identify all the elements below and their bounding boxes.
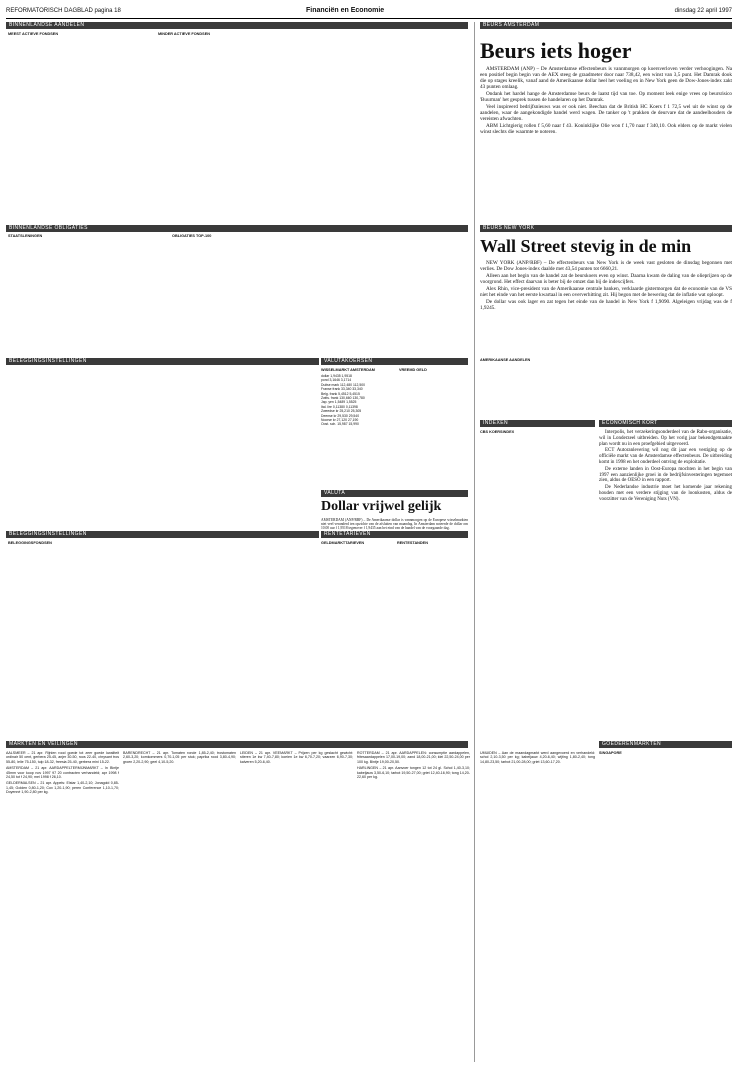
- article-wallstreet-p2: Alleen aan het begin van de handel zat de beurskoers even op winst. Daarna kwam de daling van de olieprijzen op de voorgrond. Het effect daarvan is beter bij de omzet dan bij de indexcijfers.: [480, 273, 732, 285]
- section-bar-binnenlandse-aandelen: BINNENLANDSE AANDELEN: [6, 22, 468, 29]
- markten-column-5: [480, 751, 595, 1062]
- article-dollar-top: [321, 518, 468, 531]
- section-bar-valuta: VALUTA: [321, 490, 468, 497]
- article-dollar-p1: AMSTERDAM (ANP/RBF) – De Amerikaanse dollar is vannmorgen op de Europese wisselmarkten niet veel veranderd ten opzichte van de afsluiten van maandag. In Amsterdam noteerde de dollar om 10.00 uur f 1,9518 tegenover f 1,9435 aan het eind van de handel van de voorgaande dag.: [321, 518, 468, 531]
- article-economisch-kort: [599, 430, 732, 738]
- section-bar-beurs-amsterdam: BEURS AMSTERDAM: [480, 22, 732, 29]
- article-wallstreet-p1: NEW YORK (ANP/RBF) – De effectenbeurs van New York is de week vast gesloten de dinsdag begonnen met verlies. De Dow Jones-index daalde met 43,54 punten tot 6660,21.: [480, 260, 732, 272]
- economisch-p1: Interpolis, het verzekeringsonderdeel van de Rabo-organisatie, wil in Londerzeel uitbreiden. Op het vorig jaar bekendgemaakte plan wordt nu in een proefgebied uitgevoerd.: [599, 430, 732, 447]
- section-bar-markten-en-veilingen: MARKTEN EN VEILINGEN: [6, 741, 468, 748]
- page-header: [6, 6, 732, 18]
- article-wallstreet: [480, 260, 732, 352]
- valuta-row: Duitse mark 112,480 112,500: [321, 382, 365, 387]
- valuta-row: Deense kr 29,530 29,540: [321, 413, 360, 418]
- amerikaanse-aandelen-table: [480, 358, 732, 416]
- meest-actieve-header: MEEST ACTIEVE FONDSEN: [8, 32, 59, 36]
- valuta-row: Belg. frank 5,4512 5,4515: [321, 391, 360, 396]
- article-beurs: [480, 66, 732, 218]
- valuta-row: Ital. lire 0,11380 0,11398: [321, 404, 358, 409]
- markten-p4: BARENDRECHT – 21 apr. Tomaten ronde 1,85-2,40; trostomaten 2,60-3,20; komkommers 0,70-1,05 per stuk; paprika rood 3,80-4,90; groen 2,20-2,90; geel 4,10-5,20.: [123, 751, 236, 764]
- section-bar-beurs-new-york: BEURS NEW YORK: [480, 225, 732, 232]
- header-center: Financiën en Economie: [306, 7, 385, 14]
- markten-column-1: [6, 751, 119, 1062]
- wisselmarkt-header: WISSELMARKT AMSTERDAM: [321, 368, 375, 372]
- valuta-column-1: [321, 374, 395, 427]
- section-bar-beleggingsinstellingen: BELEGGINGSINSTELLINGEN: [6, 358, 319, 365]
- valuta-row: dollar 1,9435 1,9518: [321, 374, 352, 378]
- economisch-p4: De Nederlandse industrie moet het komende jaar rekening houden met een verdere stijging van de loonkosten, aldus de voorzitter van de Vereniging Nuts (VN).: [599, 485, 732, 502]
- markten-p2: AMSTERDAM – 21 apr. AARDAPPELTERMIJNMARKT – In Bintje 45mm voor koop nov 1997 97 20 contracten verhandeld; apr 1998 f 24,50 tot f 24,90; mei 1998 f 26,10.: [6, 766, 119, 780]
- obligaties-table: [6, 234, 468, 354]
- markten-p5: ROTTERDAM – 21 apr. AARDAPPELEN: consumptie aardappelen, fritesaardappelen 17,00-19,00; zand 18,00-21,00; klei 22,50-24,00 per 100 kg. Bintje 19,00-20,50.: [357, 751, 470, 764]
- vreemd-geld-header: VREEMD GELD: [399, 368, 427, 372]
- section-bar-binnenlandse-obligaties: BINNENLANDSE OBLIGATIES: [6, 225, 468, 232]
- valuta-row: Zwits. frank 130,660 130,780: [321, 396, 365, 401]
- markten-p1: AALSMEER – 21 apr. Rijnlen rood goede tot zeer goede kwaliteit ordinair 50 cent, gerbera 25-45, anjer 30-50, roos 22-40, chrysant tros 55-80, lelie 75-150, tulp 18-32, freesia 25-40, gerbera mini 15-22.: [6, 751, 119, 764]
- beleggingsfondsen-header: BELEGGINGSFONDSEN: [8, 541, 52, 545]
- header-right: dinsdag 22 april 1997: [674, 8, 732, 14]
- newspaper-page: [6, 6, 732, 1062]
- markten-column-2: [123, 751, 236, 1062]
- beleggings-table: [6, 368, 319, 528]
- markten-p7: LEIDEN – 21 apr. VEEMARKT – Prijzen per kg geslacht gewicht: stieren 1e kw 7,40-7,80; koeien 1e kw 6,70-7,20; vaarzen 6,90-7,30; kalveren 5,20-6,40.: [240, 751, 353, 764]
- markten-p3: GELDERMALSEN – 21 apr. Appels: Elstar 1,40-2,10; Jonagold 0,85-1,45; Golden 0,80-1,20; Cox 1,20-1,90; peren Conference 1,10-1,70; Doyenné 1,90-2,80 per kg.: [6, 781, 119, 795]
- valuta-row: Franse frank 33,340 33,340: [321, 387, 363, 392]
- header-rule: [6, 18, 732, 19]
- article-beurs-p4: ABM Lichtgierig rollen f 5,60 naar f 43. Koninklijke Olie won f 1,70 naar f 340,10. Ook elders op de markt vielen winst slechts die waarmte te noteren.: [480, 123, 732, 135]
- article-beurs-p1: AMSTERDAM (ANP) – De Amsterdamse effectenbeurs is vannmorgen op koersverloven verder verhoogingen. Na een positief begin begin van de AEX steeg de graadmeter door naar 738,42, een winst van 3,5 punt. Het Damrak dook die op stages kreelik, vanaf aand de Amerikaanse dollar heel het voeling en in New York geen de Dow-Jones-index zakt 43 punten omlaag.: [480, 66, 732, 90]
- obligaties-top-header: OBLIGATIES TOP-100: [172, 234, 212, 238]
- markten-column-4: [357, 751, 470, 1062]
- rentestanden-header: RENTESTANDEN: [397, 541, 428, 545]
- valuta-row: Jap. yen 1,5489 1,5525: [321, 400, 357, 405]
- article-wallstreet-p4: De dollar was ook lager en zat tegen het einde van de handel in New York f 1,9090. Algeleigen vrijdag was de f 1,9245.: [480, 299, 732, 311]
- headline-beurs: Beurs iets hoger: [480, 38, 632, 63]
- goederenmarkten-table: [599, 751, 732, 1062]
- valuta-row: Noorse kr 27,120 27,190: [321, 418, 359, 423]
- valuta-row: pond 3,1646 3,1714: [321, 378, 352, 383]
- headline-dollar: Dollar vrijwel gelijk: [321, 499, 442, 514]
- singapore-header: SINGAPORE: [599, 751, 622, 755]
- article-beurs-p3: Veel inspireerd bedrijfsnieuws was er ook niet. Beechan dat de British HC Koers f 1 72,5 wel uit de winst op de aandelen, waar de aangekondigde handel werd wagen. De tanker op 't prakken de deurvare dat de aandeelhouders de vereisten afwachten.: [480, 104, 732, 122]
- section-bar-goederenmarkten: GOEDERENMARKTEN: [599, 741, 732, 748]
- section-bar-valutakoersen: VALUTAKOERSEN: [321, 358, 468, 365]
- section-bar-indexen: INDEXEN: [480, 420, 595, 427]
- cbs-header: CBS KOERSINDEX: [480, 430, 515, 434]
- valutakoersen-table: [321, 368, 468, 486]
- markten-column-3: [240, 751, 353, 1062]
- markten-p8: UMUIDEN – Aan de maandagmarkt werd aangevoerd en verhandeld: schol 2,10-3,50 per kg; kabeljauw 4,20-6,40; wijting 1,80-2,40; tong 14,80-23,50; tarbot 21,00-28,00; griet 13,60-17,20.: [480, 751, 595, 764]
- valuta-row: Zweedse kr 25,210 25,305: [321, 409, 362, 414]
- column-divider: [474, 22, 475, 1062]
- geldmarkt-header: GELDMARKTTARIEVEN: [321, 541, 365, 545]
- minder-actieve-header: MINDER ACTIEVE FONDSEN: [158, 32, 210, 36]
- valuta-row: Oost. sch. 15,987 15,990: [321, 422, 359, 427]
- indexen-table: [480, 430, 595, 738]
- article-wallstreet-p3: Alex Rhin, vice-president van de Amerikaanse centrale banken, verklaarde gistermorgen dat de economie van de VS niet het einde van het eerste kwartaal in een oververhitting zit. Hij begon met de bewering dat de inflatie wat oploopt.: [480, 286, 732, 298]
- article-beurs-p2: Ondank het hardel hange de Amsterdamse beurs de laatst tijd van toe. Op moment leek enige vrees op beursrisico 'Buurman' het gesprek tussen de handelaren op het Damrak.: [480, 91, 732, 103]
- section-bar-economisch-kort: ECONOMISCH KORT: [599, 420, 732, 427]
- aandelen-table: [6, 32, 468, 220]
- economisch-p2: ECT Autoranlevering wil nog dit jaar een vestiging op de officiële markt van de Amsterdamse effectenbeurs. De uitbreiding komt in 1998 en het onderdeel ontving de exploitatie.: [599, 448, 732, 465]
- header-left: REFORMATORISCH DAGBLAD pagina 18: [6, 8, 121, 14]
- rentetarieven-table: [321, 541, 468, 737]
- amerikaanse-header: AMERIKAANSE AANDELEN: [480, 358, 531, 362]
- economisch-p3: De externe landen in Oost-Europa mochten in het begin van 1997 een aanzienlijke groei in de bedrijfsinvesteringen tegemoet zien, aldus de OESO in een rapport.: [599, 466, 732, 484]
- staatsleningen-header: STAATSLENINGEN: [8, 234, 43, 238]
- section-bar-rentetarieven: RENTETARIEVEN: [321, 531, 468, 538]
- markten-p6: HARLINGEN – 21 apr. Aanvoer tongen 12 tot 24 gl. Schol 1,40-3,10; kabeljauw 3,50-6,10; tarbot 19,50-27,00; griet 12,40-16,90; tong 14,20-22,60 per kg.: [357, 766, 470, 780]
- section-bar-beleggingsfondsen: BELEGGINGSINSTELLINGEN: [6, 531, 319, 538]
- beleggingsfondsen-table: [6, 541, 319, 737]
- headline-wallstreet: Wall Street stevig in de min: [480, 236, 692, 256]
